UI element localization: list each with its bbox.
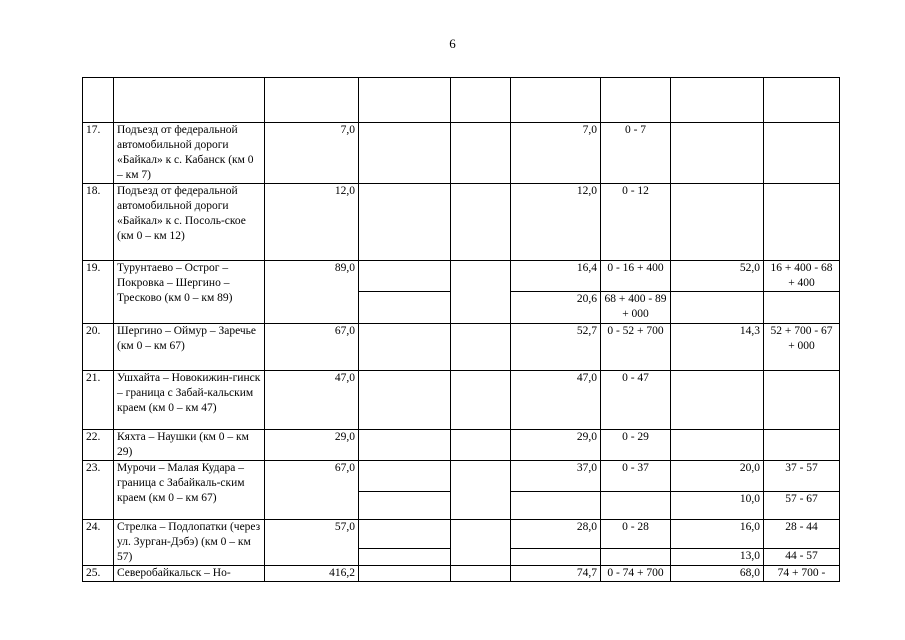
row-number: 18. bbox=[83, 184, 114, 261]
km-range-1: 0 - 12 bbox=[601, 184, 671, 261]
cell-c4 bbox=[451, 566, 511, 582]
cell-c3 bbox=[359, 549, 451, 566]
cell-c4 bbox=[451, 123, 511, 184]
length-2 bbox=[671, 371, 764, 430]
length-1: 20,6 bbox=[511, 292, 601, 324]
km-range-2: 37 - 57 bbox=[764, 461, 840, 492]
road-name: Мурочи – Малая Кудара – граница с Забайкаль-ским краем (км 0 – км 67) bbox=[114, 461, 265, 520]
total-length: 67,0 bbox=[265, 324, 359, 371]
km-range-1: 0 - 52 + 700 bbox=[601, 324, 671, 371]
roads-table bbox=[82, 77, 840, 582]
km-range-1: 0 - 28 bbox=[601, 520, 671, 549]
km-range-2: 52 + 700 - 67 + 000 bbox=[764, 324, 840, 371]
km-range-1: 0 - 29 bbox=[601, 430, 671, 461]
cell-c4 bbox=[451, 430, 511, 461]
table-row bbox=[83, 430, 840, 461]
road-name: Турунтаево – Острог – Покровка – Шергино – Тресково (км 0 – км 89) bbox=[114, 261, 265, 324]
table-row bbox=[83, 371, 840, 430]
length-2 bbox=[671, 184, 764, 261]
km-range-2: 16 + 400 - 68 + 400 bbox=[764, 261, 840, 292]
cell-c4 bbox=[451, 324, 511, 371]
cell-c4 bbox=[451, 184, 511, 261]
header-cell bbox=[359, 78, 451, 123]
km-range-2 bbox=[764, 123, 840, 184]
km-range-1: 0 - 16 + 400 bbox=[601, 261, 671, 292]
length-1: 12,0 bbox=[511, 184, 601, 261]
total-length: 12,0 bbox=[265, 184, 359, 261]
length-1 bbox=[511, 549, 601, 566]
km-range-2: 44 - 57 bbox=[764, 549, 840, 566]
total-length: 416,2 bbox=[265, 566, 359, 582]
km-range-2 bbox=[764, 292, 840, 324]
cell-c3 bbox=[359, 261, 451, 292]
table-row bbox=[83, 520, 840, 549]
table-row bbox=[83, 123, 840, 184]
length-2 bbox=[671, 123, 764, 184]
row-number: 24. bbox=[83, 520, 114, 566]
table-row bbox=[83, 461, 840, 492]
header-cell bbox=[265, 78, 359, 123]
total-length: 47,0 bbox=[265, 371, 359, 430]
header-cell bbox=[114, 78, 265, 123]
cell-c4 bbox=[451, 520, 511, 566]
length-1: 74,7 bbox=[511, 566, 601, 582]
km-range-2: 57 - 67 bbox=[764, 492, 840, 520]
total-length: 29,0 bbox=[265, 430, 359, 461]
length-2: 52,0 bbox=[671, 261, 764, 292]
total-length: 89,0 bbox=[265, 261, 359, 324]
length-2 bbox=[671, 292, 764, 324]
length-2: 14,3 bbox=[671, 324, 764, 371]
row-number: 19. bbox=[83, 261, 114, 324]
header-cell bbox=[451, 78, 511, 123]
km-range-1: 0 - 37 bbox=[601, 461, 671, 492]
km-range-1: 0 - 7 bbox=[601, 123, 671, 184]
cell-c3 bbox=[359, 324, 451, 371]
length-2: 10,0 bbox=[671, 492, 764, 520]
header-cell bbox=[764, 78, 840, 123]
length-1: 16,4 bbox=[511, 261, 601, 292]
table-row bbox=[83, 324, 840, 371]
total-length: 57,0 bbox=[265, 520, 359, 566]
km-range-2: 28 - 44 bbox=[764, 520, 840, 549]
km-range-2: 74 + 700 - bbox=[764, 566, 840, 582]
length-1: 7,0 bbox=[511, 123, 601, 184]
row-number: 20. bbox=[83, 324, 114, 371]
road-name: Ушхайта – Новокижин-гинск – граница с Забай-кальским краем (км 0 – км 47) bbox=[114, 371, 265, 430]
length-2 bbox=[671, 430, 764, 461]
table-row bbox=[83, 566, 840, 582]
table-row bbox=[83, 184, 840, 261]
table-header-row bbox=[83, 78, 840, 123]
table-row bbox=[83, 261, 840, 292]
total-length: 7,0 bbox=[265, 123, 359, 184]
header-cell bbox=[511, 78, 601, 123]
length-2: 13,0 bbox=[671, 549, 764, 566]
road-name: Кяхта – Наушки (км 0 – км 29) bbox=[114, 430, 265, 461]
cell-c3 bbox=[359, 292, 451, 324]
cell-c4 bbox=[451, 461, 511, 520]
length-2: 68,0 bbox=[671, 566, 764, 582]
km-range-1 bbox=[601, 492, 671, 520]
row-number: 17. bbox=[83, 123, 114, 184]
row-number: 22. bbox=[83, 430, 114, 461]
road-name: Шергино – Оймур – Заречье (км 0 – км 67) bbox=[114, 324, 265, 371]
km-range-1: 68 + 400 - 89 + 000 bbox=[601, 292, 671, 324]
road-name: Северобайкальск – Но- bbox=[114, 566, 265, 582]
cell-c3 bbox=[359, 520, 451, 549]
cell-c3 bbox=[359, 123, 451, 184]
cell-c4 bbox=[451, 261, 511, 324]
cell-c3 bbox=[359, 461, 451, 492]
length-1: 37,0 bbox=[511, 461, 601, 492]
road-name: Подъезд от федеральной автомобильной дороги «Байкал» к с. Кабанск (км 0 – км 7) bbox=[114, 123, 265, 184]
header-cell bbox=[601, 78, 671, 123]
km-range-1: 0 - 74 + 700 bbox=[601, 566, 671, 582]
cell-c4 bbox=[451, 371, 511, 430]
cell-c3 bbox=[359, 430, 451, 461]
km-range-1: 0 - 47 bbox=[601, 371, 671, 430]
cell-c3 bbox=[359, 184, 451, 261]
row-number: 21. bbox=[83, 371, 114, 430]
length-1: 47,0 bbox=[511, 371, 601, 430]
length-2: 16,0 bbox=[671, 520, 764, 549]
length-1: 28,0 bbox=[511, 520, 601, 549]
cell-c3 bbox=[359, 371, 451, 430]
length-1 bbox=[511, 492, 601, 520]
header-cell bbox=[671, 78, 764, 123]
km-range-2 bbox=[764, 430, 840, 461]
km-range-1 bbox=[601, 549, 671, 566]
cell-c3 bbox=[359, 492, 451, 520]
total-length: 67,0 bbox=[265, 461, 359, 520]
page-number: 6 bbox=[449, 36, 456, 51]
road-name: Стрелка – Подлопатки (через ул. Зурган-Дэбэ) (км 0 – км 57) bbox=[114, 520, 265, 566]
row-number: 23. bbox=[83, 461, 114, 520]
length-1: 29,0 bbox=[511, 430, 601, 461]
length-2: 20,0 bbox=[671, 461, 764, 492]
cell-c3 bbox=[359, 566, 451, 582]
length-1: 52,7 bbox=[511, 324, 601, 371]
km-range-2 bbox=[764, 184, 840, 261]
km-range-2 bbox=[764, 371, 840, 430]
header-cell bbox=[83, 78, 114, 123]
row-number: 25. bbox=[83, 566, 114, 582]
road-name: Подъезд от федеральной автомобильной дороги «Байкал» к с. Посоль-ское (км 0 – км 12) bbox=[114, 184, 265, 261]
